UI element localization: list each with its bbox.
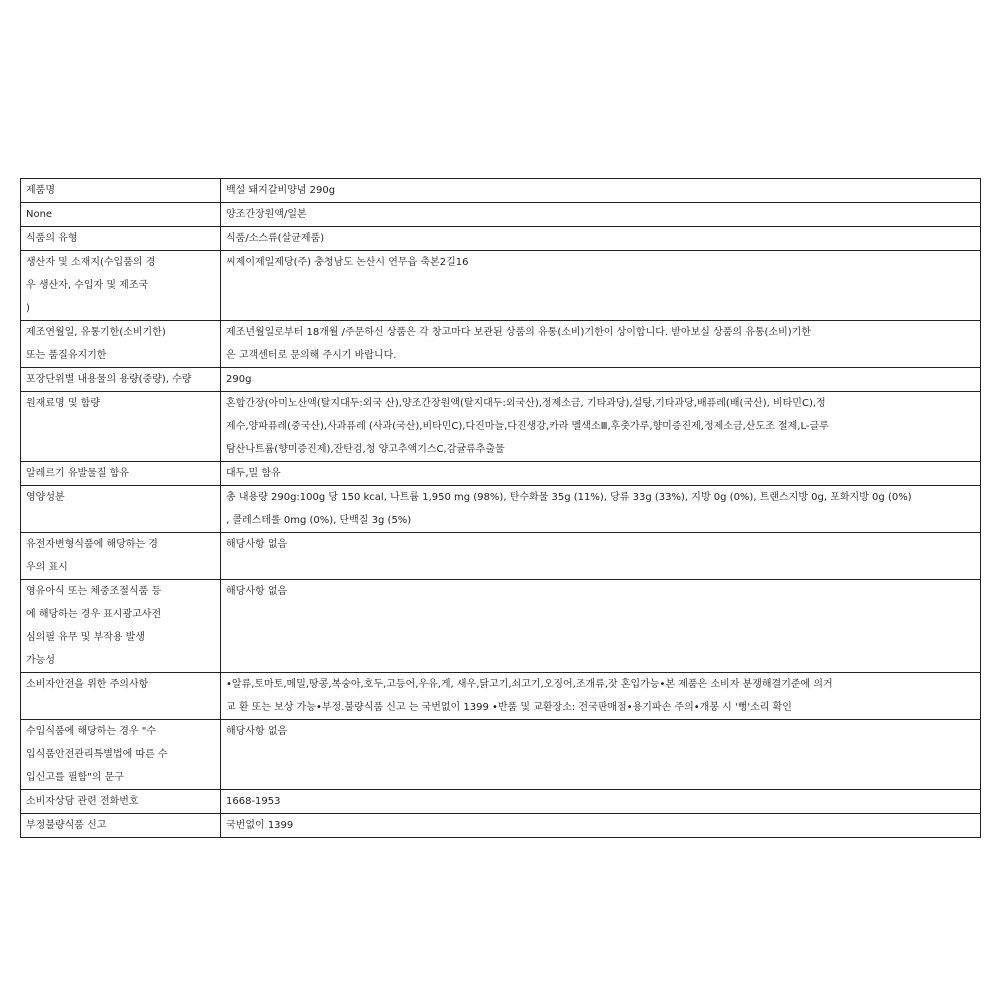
info-value-text: 탐산나트륨(향미증진제),잔탄검,청 양고추액기스C,감귤류추출물 (226, 444, 505, 455)
info-label-text: ) (26, 303, 30, 314)
info-value-cell (221, 720, 981, 790)
info-value-text: , 콜레스테롤 0mg (0%), 단백질 3g (5%) (226, 515, 412, 526)
info-value-cell (221, 790, 981, 814)
info-label-cell (21, 203, 221, 227)
info-value-text: 교 환 또는 보상 가능•부정.불량식품 신고 는 국번없이 1399 •반품 및 교환장소: 전국판매점•용기파손 주의•개봉 시 '뻥'소리 확인 (226, 702, 792, 713)
info-row (21, 179, 981, 203)
info-value-cell (221, 580, 981, 673)
info-label-cell (21, 790, 221, 814)
info-row (21, 203, 981, 227)
info-label-cell (21, 720, 221, 790)
info-row (21, 814, 981, 838)
info-label-text: 심의필 유무 및 부작용 발생 (26, 632, 145, 643)
info-value-text: 혼합간장(아미노산액(탈지대두:외국 산),양조간장원액(탈지대두:외국산),정제소금, 기타과당),설탕,기타과당,배퓨레(배(국산), 비타민C),정 (226, 398, 826, 409)
info-row (21, 251, 981, 321)
info-value-text: 제수,양파퓨레(중국산),사과퓨레 (사과(국산),비타민C),다진마늘,다진생강,카라 멜색소Ⅲ,후춧가루,향미증진제,정제소금,산도조 절제,L-글루 (226, 421, 829, 432)
info-label-cell (21, 179, 221, 203)
info-label-text: 우의 표시 (26, 562, 68, 573)
info-row (21, 673, 981, 720)
info-label-text: 제조연월일, 유통기한(소비기한) (26, 327, 166, 338)
info-label-text: 소비자상담 관련 전화번호 (26, 796, 139, 807)
info-label-text: 알레르기 유발물질 함유 (26, 468, 129, 479)
info-label-text: 우 생산자, 수입자 및 제조국 (26, 280, 149, 291)
info-value-cell (221, 486, 981, 533)
info-row (21, 580, 981, 673)
info-value-text: 대두,밀 함유 (226, 468, 281, 479)
info-label-cell (21, 368, 221, 392)
info-label-text: 소비자안전을 위한 주의사항 (26, 679, 149, 690)
info-value-text: 식품/소스류(살균제품) (226, 233, 325, 244)
info-value-text: 양조간장원액/일본 (226, 209, 307, 220)
product-info-table-body (21, 179, 981, 838)
info-label-cell (21, 580, 221, 673)
info-value-text: 해당사항 없음 (226, 586, 288, 597)
info-value-text: 국번없이 1399 (226, 820, 294, 831)
product-info-table (20, 178, 981, 838)
info-label-text: 부정불량식품 신고 (26, 820, 107, 831)
info-label-cell (21, 321, 221, 368)
info-label-text: 에 해당하는 경우 표시광고사전 (26, 609, 162, 620)
info-label-text: 원재료명 및 함량 (26, 398, 100, 409)
info-value-text: 해당사항 없음 (226, 726, 288, 737)
info-value-text: 씨제이제일제당(주) 충청남도 논산시 연무읍 축본2길16 (226, 257, 469, 268)
info-label-cell (21, 533, 221, 580)
info-value-cell (221, 251, 981, 321)
info-value-text: 백설 돼지갈비양념 290g (226, 185, 336, 196)
info-label-text: 입식품안전관리특별법에 따른 수 (26, 749, 168, 760)
info-label-text: 입신고를 필함"의 문구 (26, 772, 124, 783)
info-row (21, 392, 981, 462)
info-value-cell (221, 203, 981, 227)
info-value-cell (221, 462, 981, 486)
info-label-cell (21, 462, 221, 486)
info-value-cell (221, 814, 981, 838)
info-value-cell (221, 368, 981, 392)
info-row (21, 368, 981, 392)
info-row (21, 533, 981, 580)
info-value-text: 은 고객센터로 문의해 주시기 바랍니다. (226, 350, 397, 361)
info-value-cell (221, 392, 981, 462)
info-value-cell (221, 179, 981, 203)
info-label-text: 가능성 (26, 655, 55, 666)
info-label-cell (21, 673, 221, 720)
info-row (21, 486, 981, 533)
info-label-cell (21, 251, 221, 321)
info-value-cell (221, 533, 981, 580)
info-row (21, 462, 981, 486)
info-label-text: 수입식품에 해당하는 경우 "수 (26, 726, 157, 737)
info-label-cell (21, 227, 221, 251)
info-row (21, 321, 981, 368)
info-value-text: 제조년월일로부터 18개월 /주문하신 상품은 각 창고마다 보관된 상품의 유통(소비)기한이 상이합니다. 받아보실 상품의 유통(소비)기한 (226, 327, 812, 338)
info-label-text: 영유아식 또는 체중조절식품 등 (26, 586, 162, 597)
info-label-text: 포장단위별 내용물의 용량(중량), 수량 (26, 374, 192, 385)
info-value-cell (221, 227, 981, 251)
info-value-text: 총 내용량 290g:100g 당 150 kcal, 나트륨 1,950 mg (98%), 탄수화물 35g (11%), 당류 33g (33%), 지방 0g (0%), 트랜스지방 0g, 포화지방 0g (0%) (226, 492, 912, 503)
info-row (21, 720, 981, 790)
info-label-text: 제품명 (26, 185, 55, 196)
info-value-cell (221, 321, 981, 368)
info-label-cell (21, 814, 221, 838)
info-row (21, 227, 981, 251)
info-label-cell (21, 392, 221, 462)
info-label-cell (21, 486, 221, 533)
info-label-text: 또는 품질유지기한 (26, 350, 107, 361)
info-label-text: 생산자 및 소재지(수입품의 경 (26, 257, 156, 268)
info-label-text: None (26, 209, 53, 220)
info-label-text: 영양성분 (26, 492, 65, 503)
info-row (21, 790, 981, 814)
info-value-text: •알류,토마토,메밀,땅콩,복숭아,호두,고등어,우유,게, 새우,닭고기,쇠고기,오징어,조개류,잣 혼입가능•본 제품은 소비자 분쟁해결기준에 의거 (226, 679, 833, 690)
info-label-text: 유전자변형식품에 해당하는 경 (26, 539, 158, 550)
info-value-text: 290g (226, 374, 252, 385)
info-value-text: 1668-1953 (226, 796, 281, 807)
info-value-text: 해당사항 없음 (226, 539, 288, 550)
info-label-text: 식품의 유형 (26, 233, 78, 244)
info-value-cell (221, 673, 981, 720)
